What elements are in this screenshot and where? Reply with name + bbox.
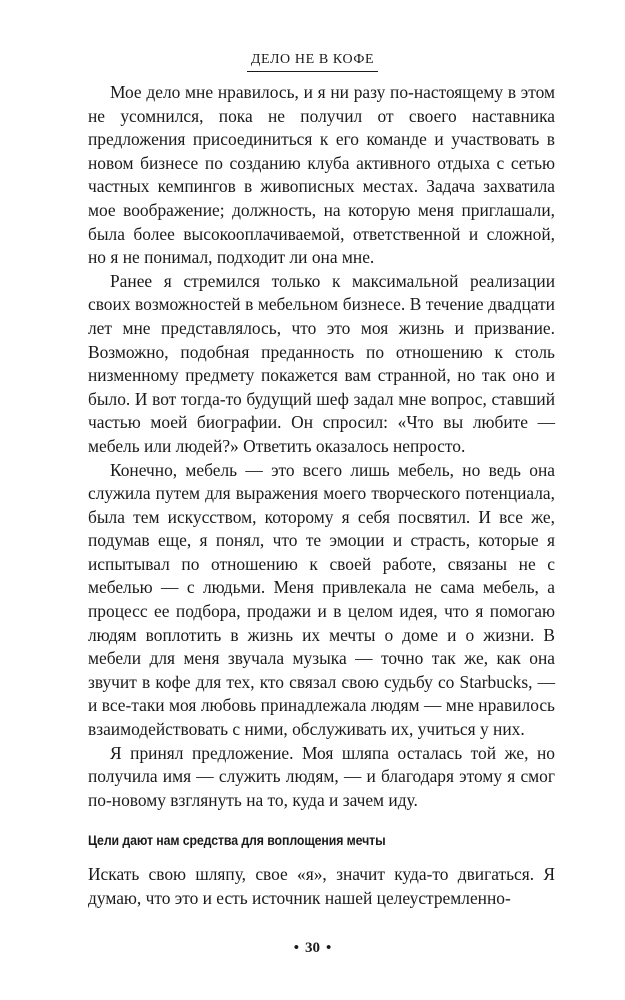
paragraph: Я принял предложение. Моя шляпа осталась той же, но получила имя — служить людям, — и благодаря этому я смог по-новому взглянуть на то, куда и зачем иду.: [88, 742, 555, 810]
bullet-right: •: [326, 940, 332, 956]
running-header: [0, 50, 625, 72]
body-text: [88, 81, 555, 911]
paragraph: Конечно, мебель — это всего лишь мебель, но ведь она служила путем для выражения моего творческого потенциала, была тем искусством, которому я себя посвятил. И все же, подумав еще, я понял, что те эмоции и страсть, которые я испытывал по отношению к своей работе, связаны не с мебелью — с людьми. Меня привлекала не сама мебель, а процесс ее подбора, продажи и в целом идея, что я помогаю людям воплотить в жизнь их мечты о доме и о жизни. В мебели для меня звучала музыка — точно так же, как она звучит в кофе для тех, кто связал свою судьбу со Starbucks, — и все-таки моя любовь принадлежала людям — мне нравилось взаимодействовать с ними, обслуживать их, учиться у них.: [88, 459, 555, 740]
running-title: ДЕЛО НЕ В КОФЕ: [247, 52, 378, 72]
page-number-footer: [0, 940, 625, 957]
page-number: 30: [305, 940, 320, 956]
paragraph: Искать свою шляпу, свое «я», значит куда-то двигаться. Я думаю, что это и есть источник нашей целеустремленно-: [88, 864, 555, 908]
bullet-left: •: [293, 940, 299, 956]
paragraph: Мое дело мне нравилось, и я ни разу по-настоящему в этом не усомнился, пока не получил от своего наставника предложения присоединиться к его команде и участвовать в новом бизнесе по созданию клуба активного отдыха с сетью частных кемпингов в живописных местах. Задача захватила мое воображение; должность, на которую меня приглашали, была более высокооплачиваемой, ответственной и сложной, но я не понимал, подходит ли она мне.: [88, 82, 555, 268]
paragraph: Ранее я стремился только к максимальной реализации своих возможностей в мебельном бизнесе. В течение двадцати лет мне представлялось, что это моя жизнь и призвание. Возможно, подобная преданность по отношению к столь низменному предмету покажется вам странной, но так оно и было. И вот тогда-то будущий шеф задал мне вопрос, ставший частью моей биографии. Он спросил: «Что вы любите — мебель или людей?» Ответить оказалось непросто.: [88, 270, 555, 456]
section-heading: Цели дают нам средства для воплощения мечты: [88, 833, 386, 849]
